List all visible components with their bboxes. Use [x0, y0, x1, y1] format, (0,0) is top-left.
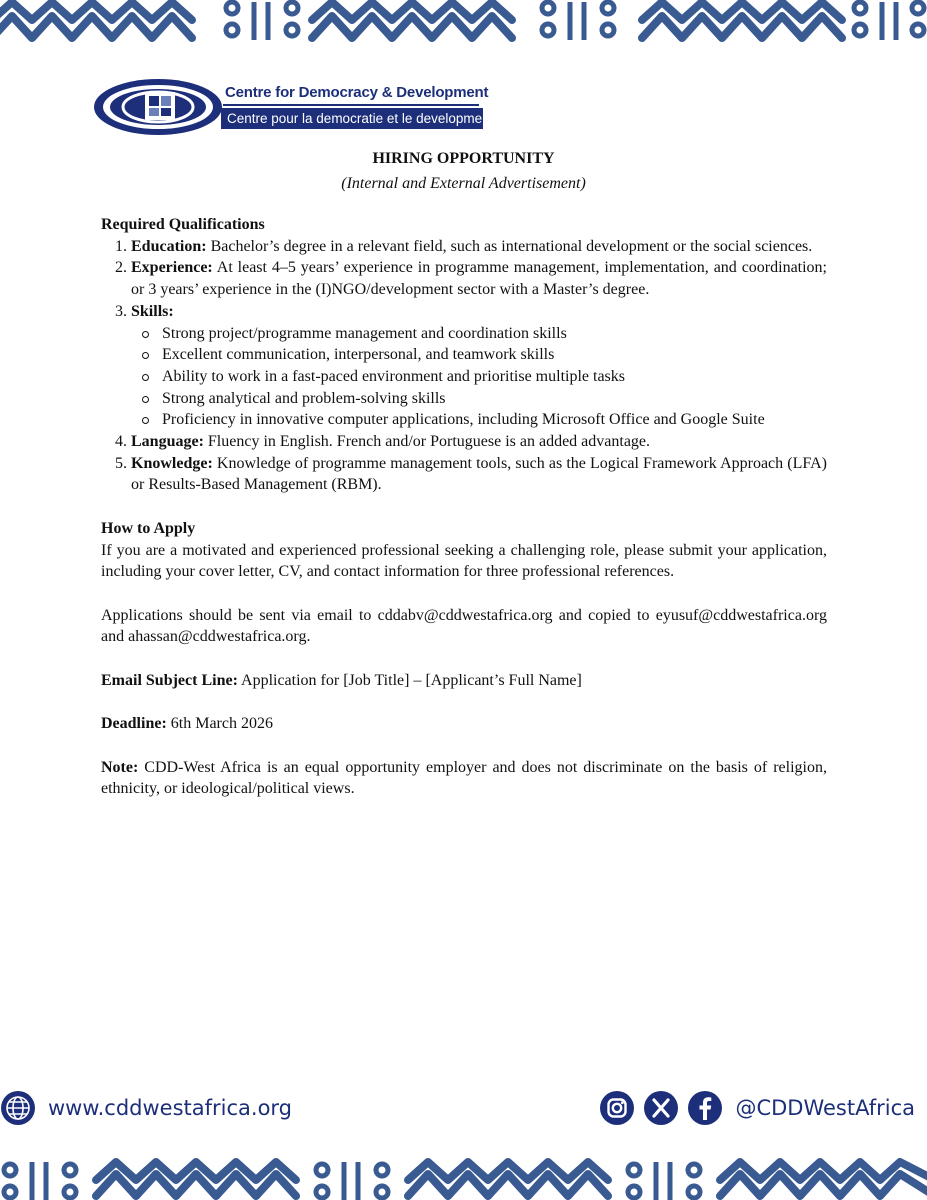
item-label: Education:: [131, 237, 207, 255]
note: [101, 757, 827, 800]
apply-email-paragraph: Applications should be sent via email to cddabv@cddwestafrica.org and copied to eyusuf@cddwestafrica.org and ahassan@cddwestafrica.org.: [101, 606, 827, 646]
page-subtitle: (Internal and External Advertisement): [341, 175, 586, 192]
note-label: Note:: [101, 758, 139, 776]
skill-item: Proficiency in innovative computer applications, including Microsoft Office and Google Suite: [101, 409, 827, 431]
item-label: Experience:: [131, 259, 213, 277]
cdd-emblem-icon: [93, 78, 223, 136]
bottom-decorative-border: [0, 1156, 927, 1200]
qualifications-heading: Required Qualifications: [101, 216, 265, 233]
qualifications-list-continued: [101, 431, 827, 496]
subject-text: Application for [Job Title] – [Applicant’s Full Name]: [237, 671, 582, 689]
website-link[interactable]: www.cddwestafrica.org: [48, 1096, 293, 1120]
footer-social: [599, 1088, 915, 1128]
facebook-icon[interactable]: [687, 1090, 723, 1126]
list-item: 5. Knowledge: Knowledge of programme management tools, such as the Logical Framework Approach (LFA) or Results-Based Management (RBM).: [115, 454, 827, 494]
footer-website[interactable]: [0, 1088, 292, 1128]
social-handle[interactable]: @CDDWestAfrica: [735, 1096, 915, 1120]
item-text: Fluency in English. French and/or Portuguese is an added advantage.: [203, 433, 651, 451]
apply-paragraph: If you are a motivated and experienced professional seeking a challenging role, please submit your application, including your cover letter, CV, and contact information for three professional references.: [101, 541, 827, 581]
document-body: [101, 214, 827, 800]
qualifications-list: [101, 236, 827, 323]
logo-name-french: Centre pour la democratie et le development: [221, 108, 483, 129]
list-item: 4. Language: Fluency in English. French and/or Portuguese is an added advantage.: [115, 433, 651, 451]
skill-item: Ability to work in a fast-paced environment and prioritise multiple tasks: [101, 366, 827, 388]
cdd-logo: [93, 78, 494, 136]
skills-list: [101, 323, 827, 432]
item-text: At least 4–5 years’ experience in programme management, implementation, and coordination; or 3 years’ experience in the (I)NGO/development sector with a Master’s degree.: [131, 259, 827, 299]
deadline-label: Deadline:: [101, 715, 167, 733]
globe-icon: [0, 1090, 36, 1126]
item-label: Knowledge:: [131, 454, 213, 472]
email-subject-line: [101, 670, 827, 692]
top-decorative-border: [0, 0, 927, 48]
x-icon[interactable]: [643, 1090, 679, 1126]
item-text: Knowledge of programme management tools, such as the Logical Framework Approach (LFA) or Results-Based Management (RBM).: [131, 454, 827, 494]
list-item: 2. Experience: At least 4–5 years’ experience in programme management, implementation, and coordination; or 3 years’ experience in the (I)NGO/development sector with a Master’s degree.: [115, 259, 827, 299]
page-title: HIRING OPPORTUNITY: [372, 150, 555, 167]
list-item: 3. Skills:: [115, 302, 174, 320]
item-label: Language:: [131, 433, 204, 451]
instagram-icon[interactable]: [599, 1090, 635, 1126]
skill-item: Strong analytical and problem-solving skills: [101, 388, 827, 410]
note-text: CDD-West Africa is an equal opportunity employer and does not discriminate on the basis of religion, ethnicity, or ideological/political views.: [101, 758, 827, 798]
deadline: [101, 713, 827, 735]
item-text: Bachelor’s degree in a relevant field, such as international development or the social sciences.: [206, 237, 813, 255]
logo-divider: [223, 104, 479, 106]
list-item: 1. Education: Bachelor’s degree in a relevant field, such as international development or the social sciences.: [115, 237, 813, 255]
subject-label: Email Subject Line:: [101, 671, 238, 689]
how-to-apply-heading: How to Apply: [101, 519, 196, 537]
logo-name-english: Centre for Democracy & Development: [225, 84, 489, 101]
skill-item: Strong project/programme management and coordination skills: [101, 323, 827, 345]
item-label: Skills:: [131, 302, 174, 320]
skill-item: Excellent communication, interpersonal, and teamwork skills: [101, 344, 827, 366]
deadline-text: 6th March 2026: [166, 715, 273, 733]
